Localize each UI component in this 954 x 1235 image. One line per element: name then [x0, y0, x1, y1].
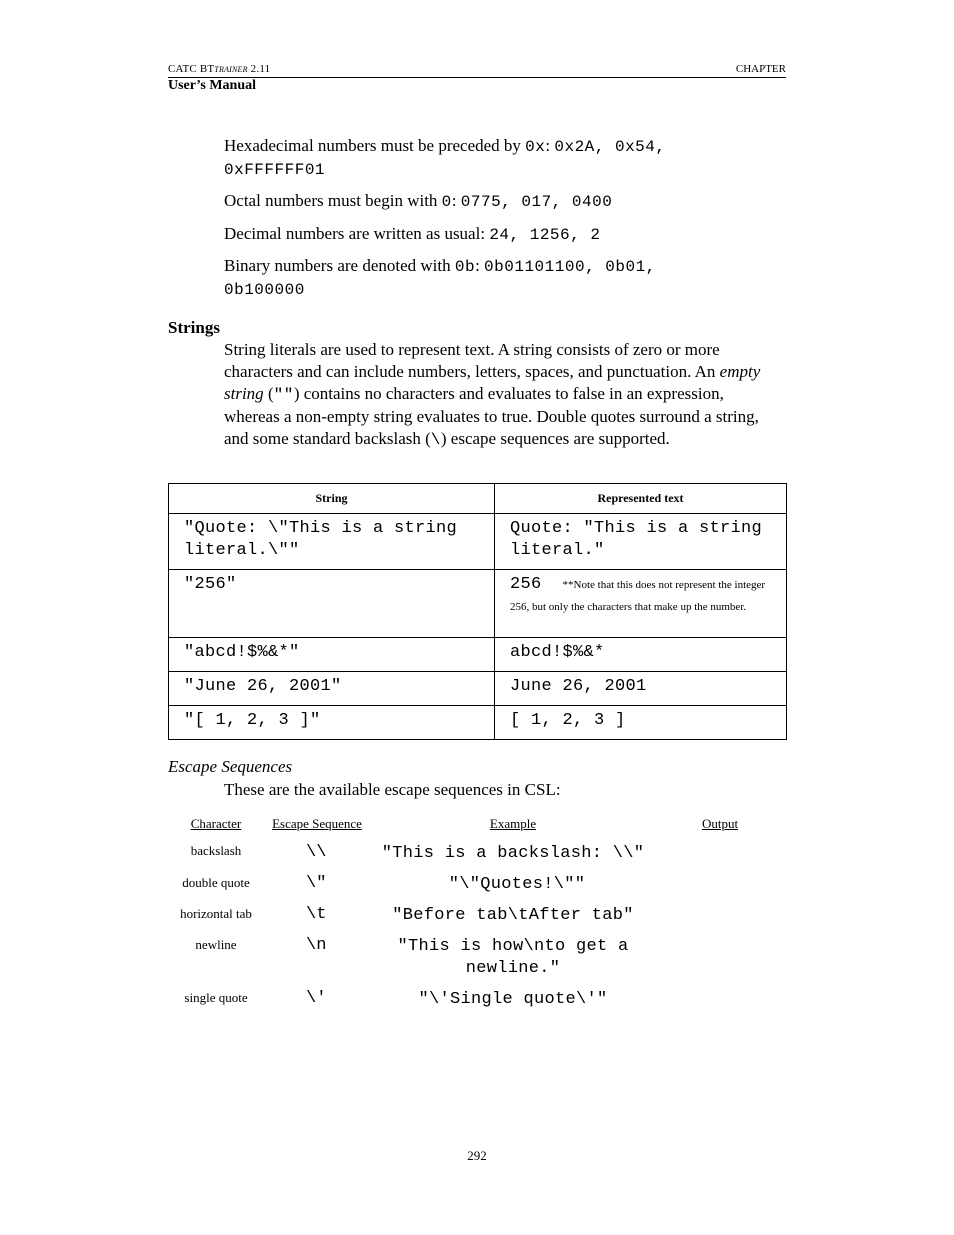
table-note: **Note that this does not represent the integer 256, but only the characters that make up the number.: [510, 579, 766, 613]
table-row: [169, 514, 787, 570]
column-header-string: String: [169, 484, 495, 514]
escape-example: "\'Single quote\'": [418, 990, 608, 1009]
string-cell: "abcd!$%&*": [184, 643, 300, 662]
strings-table: [168, 483, 787, 740]
binary-paragraph: Binary numbers are denoted with 0b: 0b01101100, 0b01, 0b100000: [224, 256, 656, 299]
represented-cell: [ 1, 2, 3 ]: [510, 711, 626, 730]
escape-character: single quote: [184, 990, 248, 1005]
escape-example: "Before tab\tAfter tab": [392, 906, 634, 925]
hex-paragraph: Hexadecimal numbers must be preceded by 0x: 0x2A, 0x54, 0xFFFFFF01: [224, 136, 666, 179]
escape-heading: Escape Sequences: [168, 757, 293, 776]
column-header-output: Output: [701, 816, 739, 831]
column-header-character: Character: [190, 816, 242, 831]
escape-example: "\"Quotes!\"": [448, 875, 586, 894]
escape-sequence: \t: [306, 905, 327, 924]
strings-heading: Strings: [168, 318, 220, 337]
escape-sequence: \n: [306, 936, 327, 955]
column-header-sequence: Escape Sequence: [272, 816, 362, 831]
escape-sequence: \\: [306, 843, 327, 862]
represented-cell: June 26, 2001: [510, 677, 647, 696]
table-row: [169, 638, 787, 672]
column-header-example: Example: [489, 816, 537, 831]
escape-example: "This is how\nto get a newline.": [397, 937, 629, 978]
represented-cell: Quote: "This is a string literal.": [510, 519, 763, 560]
header-subtitle: User’s Manual: [168, 78, 257, 93]
header-chapter: CHAPTER: [735, 63, 786, 75]
string-cell: "Quote: \"This is a string literal.\"": [184, 519, 458, 560]
escape-character: horizontal tab: [180, 906, 252, 921]
table-row: [169, 706, 787, 740]
header-product: CATC BTTRAINER 2.11: [168, 63, 271, 75]
strings-paragraph: String literals are used to represent text. A string consists of zero or more characters and can include numbers, letters, spaces, and punctuation. An empty string ("") contains no characters and evaluates to false in an expression, whereas a non-empty string evaluates to true. Double quotes surround a string, and some standard backslash (\) escape sequences are supported.: [224, 340, 761, 449]
decimal-paragraph: Decimal numbers are written as usual: 24, 1256, 2: [224, 224, 601, 244]
represented-cell: abcd!$%&*: [510, 643, 605, 662]
column-header-represented: Represented text: [495, 484, 787, 514]
string-cell: "256": [184, 575, 237, 594]
escape-character: double quote: [182, 875, 250, 890]
represented-cell: 256 **Note that this does not represent the integer 256, but only the characters that make up the number.: [510, 575, 766, 613]
escape-intro: These are the available escape sequences in CSL:: [224, 780, 561, 799]
string-cell: "June 26, 2001": [184, 677, 342, 696]
header-rule: [168, 77, 786, 78]
escape-example: "This is a backslash: \\": [381, 844, 645, 863]
escape-character: newline: [195, 937, 237, 952]
escape-sequence: \": [306, 874, 327, 893]
escape-sequence: \': [306, 989, 327, 1008]
table-header-row: [169, 484, 787, 514]
string-cell: "[ 1, 2, 3 ]": [184, 711, 321, 730]
escape-character: backslash: [190, 843, 242, 858]
page-number: 292: [467, 1148, 487, 1163]
table-row: [169, 672, 787, 706]
octal-paragraph: Octal numbers must begin with 0: 0775, 017, 0400: [224, 191, 613, 211]
table-row: [169, 570, 787, 638]
